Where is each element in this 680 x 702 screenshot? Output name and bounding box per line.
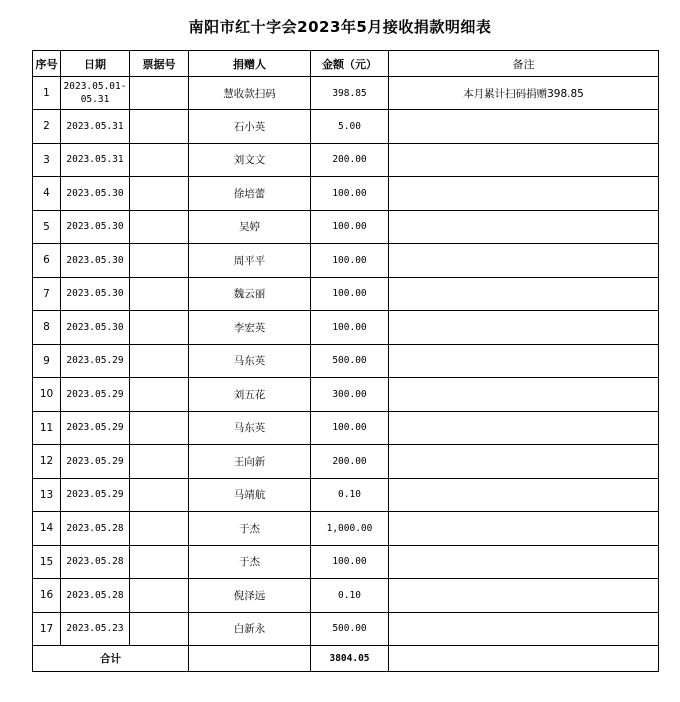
cell-donor: 马靖航 xyxy=(189,478,311,512)
table-row xyxy=(33,478,659,512)
header-amount: 金额（元） xyxy=(311,51,389,77)
cell-date: 2023.05.30 xyxy=(61,210,130,244)
cell-donor: 石小英 xyxy=(189,110,311,144)
cell-note xyxy=(389,344,659,378)
cell-date: 2023.05.29 xyxy=(61,411,130,445)
cell-donor: 马东英 xyxy=(189,344,311,378)
cell-receipt xyxy=(130,210,189,244)
cell-seq: 6 xyxy=(33,244,61,278)
cell-receipt xyxy=(130,143,189,177)
cell-note xyxy=(389,143,659,177)
total-donor xyxy=(189,646,311,672)
total-label: 合计 xyxy=(33,646,189,672)
cell-seq: 5 xyxy=(33,210,61,244)
cell-amount: 100.00 xyxy=(311,411,389,445)
table-row xyxy=(33,445,659,479)
cell-receipt xyxy=(130,512,189,546)
cell-receipt xyxy=(130,110,189,144)
cell-receipt xyxy=(130,545,189,579)
cell-note xyxy=(389,545,659,579)
cell-seq: 15 xyxy=(33,545,61,579)
cell-amount: 0.10 xyxy=(311,478,389,512)
cell-seq: 4 xyxy=(33,177,61,211)
cell-donor: 刘文文 xyxy=(189,143,311,177)
cell-donor: 刘五花 xyxy=(189,378,311,412)
cell-amount: 100.00 xyxy=(311,277,389,311)
table-row xyxy=(33,311,659,345)
cell-note xyxy=(389,445,659,479)
cell-donor: 于杰 xyxy=(189,545,311,579)
cell-note xyxy=(389,110,659,144)
cell-receipt xyxy=(130,612,189,646)
cell-amount: 300.00 xyxy=(311,378,389,412)
cell-amount: 100.00 xyxy=(311,545,389,579)
table-row xyxy=(33,612,659,646)
cell-receipt xyxy=(130,411,189,445)
total-amount: 3804.05 xyxy=(311,646,389,672)
cell-receipt xyxy=(130,277,189,311)
table-row xyxy=(33,378,659,412)
header-note: 备注 xyxy=(389,51,659,77)
cell-amount: 398.85 xyxy=(311,77,389,110)
cell-seq: 8 xyxy=(33,311,61,345)
cell-seq: 9 xyxy=(33,344,61,378)
table-row xyxy=(33,77,659,110)
cell-seq: 2 xyxy=(33,110,61,144)
cell-receipt xyxy=(130,344,189,378)
table-row xyxy=(33,110,659,144)
cell-amount: 500.00 xyxy=(311,344,389,378)
table-row xyxy=(33,579,659,613)
cell-donor: 吴婷 xyxy=(189,210,311,244)
cell-date: 2023.05.01-05.31 xyxy=(61,77,130,110)
cell-donor: 徐培蕾 xyxy=(189,177,311,211)
table-row xyxy=(33,411,659,445)
cell-note xyxy=(389,612,659,646)
cell-date: 2023.05.30 xyxy=(61,177,130,211)
header-seq: 序号 xyxy=(33,51,61,77)
cell-note xyxy=(389,177,659,211)
total-row xyxy=(33,646,659,672)
cell-date: 2023.05.23 xyxy=(61,612,130,646)
cell-amount: 5.00 xyxy=(311,110,389,144)
cell-seq: 7 xyxy=(33,277,61,311)
header-donor: 捐赠人 xyxy=(189,51,311,77)
cell-amount: 200.00 xyxy=(311,445,389,479)
cell-note xyxy=(389,244,659,278)
table-header-row xyxy=(33,51,659,77)
cell-amount: 200.00 xyxy=(311,143,389,177)
cell-date: 2023.05.31 xyxy=(61,110,130,144)
cell-donor: 魏云丽 xyxy=(189,277,311,311)
table-row xyxy=(33,512,659,546)
cell-seq: 12 xyxy=(33,445,61,479)
cell-receipt xyxy=(130,378,189,412)
cell-receipt xyxy=(130,77,189,110)
donation-table xyxy=(32,50,659,672)
cell-amount: 100.00 xyxy=(311,210,389,244)
cell-date: 2023.05.30 xyxy=(61,311,130,345)
cell-date: 2023.05.29 xyxy=(61,344,130,378)
cell-note xyxy=(389,411,659,445)
cell-seq: 1 xyxy=(33,77,61,110)
cell-note xyxy=(389,478,659,512)
cell-note: 本月累计扫码捐赠398.85 xyxy=(389,77,659,110)
cell-date: 2023.05.28 xyxy=(61,545,130,579)
cell-amount: 100.00 xyxy=(311,311,389,345)
table-row xyxy=(33,545,659,579)
cell-note xyxy=(389,378,659,412)
cell-receipt xyxy=(130,177,189,211)
cell-note xyxy=(389,311,659,345)
cell-seq: 14 xyxy=(33,512,61,546)
cell-note xyxy=(389,579,659,613)
cell-date: 2023.05.29 xyxy=(61,378,130,412)
table-row xyxy=(33,177,659,211)
cell-seq: 17 xyxy=(33,612,61,646)
cell-note xyxy=(389,210,659,244)
cell-amount: 100.00 xyxy=(311,177,389,211)
cell-seq: 3 xyxy=(33,143,61,177)
table-row xyxy=(33,143,659,177)
cell-date: 2023.05.28 xyxy=(61,579,130,613)
cell-receipt xyxy=(130,478,189,512)
table-row xyxy=(33,210,659,244)
cell-receipt xyxy=(130,311,189,345)
page-title: 南阳市红十字会2023年5月接收捐款明细表 xyxy=(188,18,492,36)
cell-amount: 1,000.00 xyxy=(311,512,389,546)
cell-donor: 白新永 xyxy=(189,612,311,646)
header-receipt: 票据号 xyxy=(130,51,189,77)
cell-donor: 周平平 xyxy=(189,244,311,278)
cell-date: 2023.05.28 xyxy=(61,512,130,546)
table-row xyxy=(33,344,659,378)
cell-donor: 倪泽远 xyxy=(189,579,311,613)
cell-seq: 11 xyxy=(33,411,61,445)
cell-seq: 10 xyxy=(33,378,61,412)
cell-date: 2023.05.30 xyxy=(61,244,130,278)
table-row xyxy=(33,244,659,278)
cell-receipt xyxy=(130,445,189,479)
cell-receipt xyxy=(130,579,189,613)
cell-date: 2023.05.30 xyxy=(61,277,130,311)
cell-note xyxy=(389,277,659,311)
cell-date: 2023.05.29 xyxy=(61,445,130,479)
cell-amount: 100.00 xyxy=(311,244,389,278)
cell-note xyxy=(389,512,659,546)
cell-amount: 0.10 xyxy=(311,579,389,613)
cell-seq: 13 xyxy=(33,478,61,512)
header-date: 日期 xyxy=(61,51,130,77)
cell-receipt xyxy=(130,244,189,278)
table-row xyxy=(33,277,659,311)
cell-donor: 李宏英 xyxy=(189,311,311,345)
total-note xyxy=(389,646,659,672)
cell-donor: 王向新 xyxy=(189,445,311,479)
cell-date: 2023.05.29 xyxy=(61,478,130,512)
cell-donor: 慧收款扫码 xyxy=(189,77,311,110)
cell-donor: 于杰 xyxy=(189,512,311,546)
cell-amount: 500.00 xyxy=(311,612,389,646)
cell-date: 2023.05.31 xyxy=(61,143,130,177)
cell-donor: 马东英 xyxy=(189,411,311,445)
cell-seq: 16 xyxy=(33,579,61,613)
